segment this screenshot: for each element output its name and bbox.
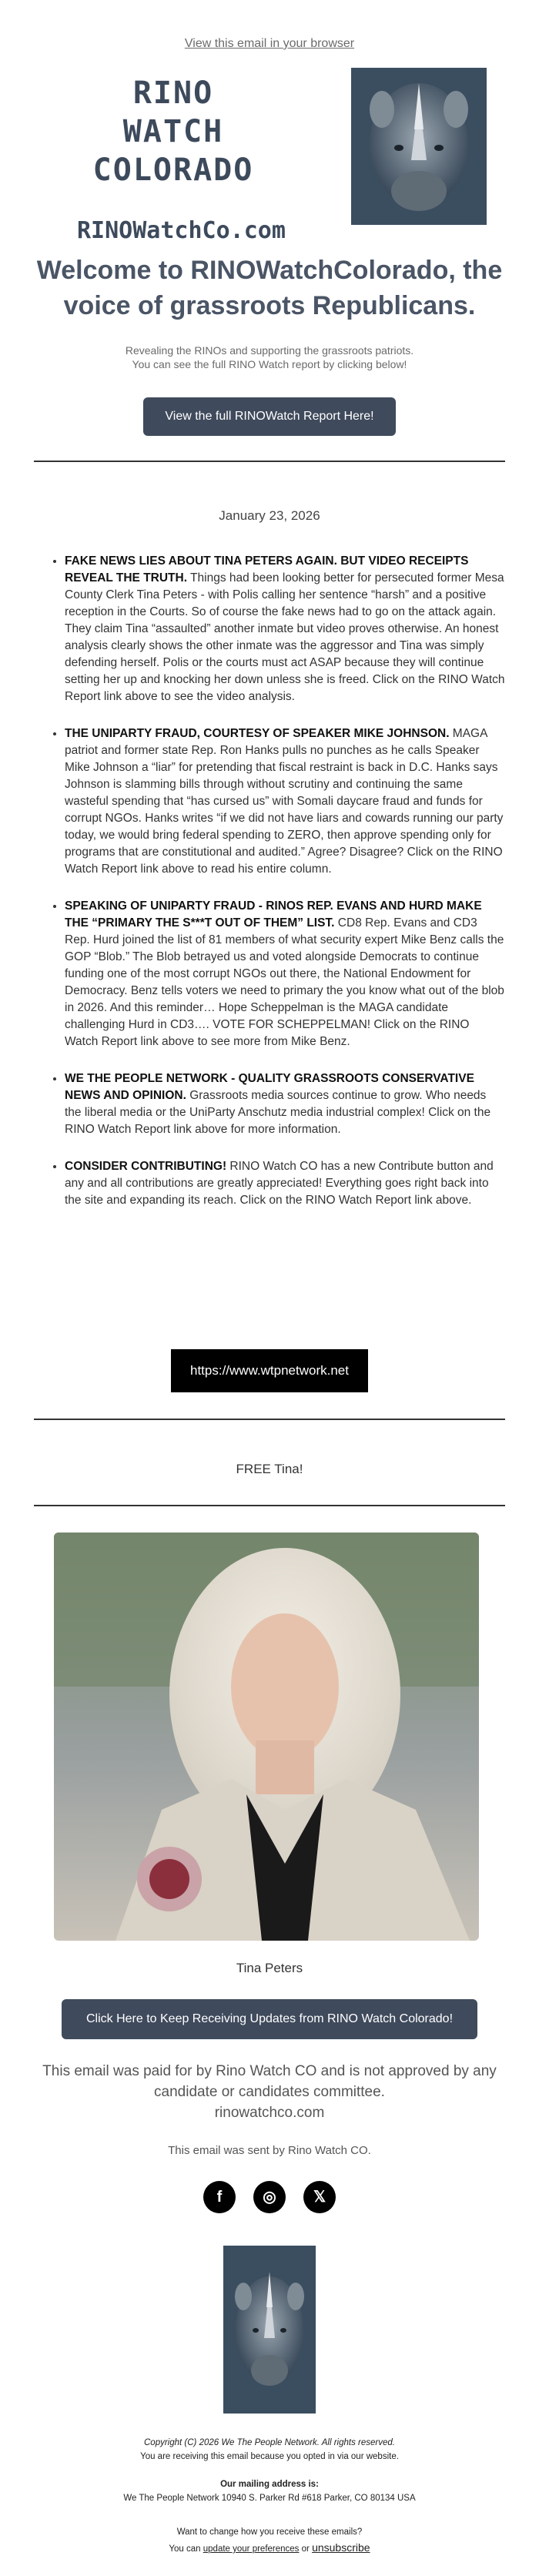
footer-change-question: Want to change how you receive these emails?: [176, 2527, 363, 2537]
news-item: [65, 725, 505, 878]
news-item: [65, 1070, 505, 1138]
preferences-or: or: [299, 2544, 313, 2554]
welcome-line-2: voice of grassroots Republicans.: [63, 291, 476, 320]
facebook-icon[interactable]: f: [203, 2181, 236, 2213]
paid-for-disclaimer: [38, 2061, 500, 2123]
welcome-heading: [31, 253, 508, 323]
preferences-prefix: You can: [169, 2544, 203, 2554]
paid-line-3[interactable]: rinowatchco.com: [214, 2105, 325, 2121]
tina-peters-photo[interactable]: [54, 1533, 479, 1941]
copyright-text: Copyright (C) 2026 We The People Network. All rights reserved.: [144, 2438, 395, 2447]
view-in-browser-link[interactable]: View this email in your browser: [184, 37, 355, 50]
news-headline: WE THE PEOPLE NETWORK - QUALITY GRASSROOTS CONSERVATIVE NEWS AND OPINION.: [65, 1072, 474, 1102]
view-report-button[interactable]: View the full RINOWatch Report Here!: [143, 397, 396, 436]
news-headline: THE UNIPARTY FRAUD, COURTESY OF SPEAKER MIKE JOHNSON.: [65, 727, 450, 740]
paid-line-1: This email was paid for by Rino Watch CO and is not approved by any: [42, 2063, 497, 2079]
welcome-line-1: Welcome to RINOWatchColorado, the: [36, 256, 503, 285]
x-icon[interactable]: 𝕏: [303, 2181, 336, 2213]
news-item: [65, 553, 505, 705]
update-preferences-link[interactable]: update your preferences: [203, 2544, 300, 2554]
news-headline: SPEAKING OF UNIPARTY FRAUD - RINOS REP. EVANS AND HURD MAKE THE “PRIMARY THE S***T OUT OF THEM” LIST.: [65, 899, 482, 930]
paid-line-2: candidate or candidates committee.: [154, 2084, 385, 2100]
rhino-footer-image: [223, 2246, 316, 2414]
divider-photo: [34, 1505, 505, 1506]
news-list: [34, 553, 505, 1229]
footer-optin: You are receiving this email because you opted in via our website.: [140, 2452, 399, 2461]
rhino-header-image[interactable]: [351, 68, 487, 225]
news-body: Grassroots media sources continue to grow. Who needs the liberal media or the UniParty Anschutz media industrial complex! Click on the RINO Watch Report link above for more information.: [65, 1089, 491, 1136]
divider-middle: [34, 1419, 505, 1420]
intro-sub-line-1: Revealing the RINOs and supporting the grassroots patriots.: [125, 344, 414, 357]
brand-line-2: COLORADO: [92, 152, 254, 188]
photo-caption: Tina Peters: [236, 1961, 303, 1975]
news-headline: CONSIDER CONTRIBUTING!: [65, 1160, 227, 1173]
brand-line-1: RINO WATCH: [122, 75, 224, 149]
issue-date: January 23, 2026: [219, 508, 320, 523]
news-item: [65, 898, 505, 1050]
divider-top: [34, 461, 505, 462]
news-body: MAGA patriot and former state Rep. Ron Hanks pulls no punches as he calls Speaker Mike Johnson a “liar” for pretending that fiscal restraint is back in D.C. Hanks says Johnson is slamming bills through without scrutiny and continuing the same wasteful spending that “has cursed us” with Somali daycare fraud and funds for corrupt NGOs. Hanks writes “if we did not have liars and cowards running our party today, we would bring federal spending to ZERO, then approve spending only for programs that are constitutional and audited.” Agree? Disagree? Click on the RINO Watch Report link above to read his entire column.: [65, 727, 504, 876]
footer-copyright: [0, 2437, 539, 2449]
free-tina-text: FREE Tina!: [236, 1462, 303, 1476]
sent-by-text: This email was sent by Rino Watch CO.: [168, 2144, 371, 2157]
intro-sub-line-2: You can see the full RINO Watch report by clicking below!: [132, 358, 407, 370]
network-link-button[interactable]: https://www.wtpnetwork.net: [171, 1349, 368, 1392]
news-headline: FAKE NEWS LIES ABOUT TINA PETERS AGAIN. BUT VIDEO RECEIPTS REVEAL THE TRUTH.: [65, 554, 469, 585]
news-body: CD8 Rep. Evans and CD3 Rep. Hurd joined the list of 81 members of what security expert Mike Benz calls the GOP “Blob.” The Blob betrayed us and voted alongside Democrats to continue funding one of the most corrupt NGOs out there, the National Endowment for Democracy. Benz tells voters we need to primary the you know what out of the blob in 2026. And this reminder… Hope Scheppelman is the MAGA candidate challenging Hurd in CD3…. VOTE FOR SCHEPPELMAN! Click on the RINO Watch Report link above to see more from Mike Benz.: [65, 916, 504, 1048]
instagram-icon[interactable]: ◎: [253, 2181, 286, 2213]
news-body: Things had been looking better for persecuted former Mesa County Clerk Tina Peters - with Polis calling her sentence “harsh” and a positive reception in the Courts. So of course the fake news had to go on the attack again. They claim Tina “assaulted” another inmate but video proves otherwise. An honest analysis clearly shows the other inmate was the aggressor and Tina was simply defending herself. Polis or the courts must act ASAP because they will continue setting her up and knocking her down unless she is freed. Click on the RINO Watch Report link above to see the video analysis.: [65, 571, 505, 703]
news-body: RINO Watch CO has a new Contribute button and any and all contributions are greatly appreciated! Everything goes right back into the site and expanding its reach. Click on the RINO Watch Report link above.: [65, 1160, 494, 1207]
footer-preferences-line: [0, 2541, 539, 2555]
brand-logo-text[interactable]: [77, 74, 286, 244]
footer-address: We The People Network 10940 S. Parker Rd #618 Parker, CO 80134 USA: [123, 2494, 416, 2503]
footer-mailing-label: Our mailing address is:: [220, 2480, 319, 2489]
keep-receiving-button[interactable]: Click Here to Keep Receiving Updates from RINO Watch Colorado!: [62, 1999, 477, 2039]
intro-subtext: [46, 343, 493, 371]
brand-url: RINOWatchCo.com: [77, 217, 286, 244]
unsubscribe-link[interactable]: unsubscribe: [312, 2541, 370, 2554]
news-item: [65, 1158, 505, 1209]
